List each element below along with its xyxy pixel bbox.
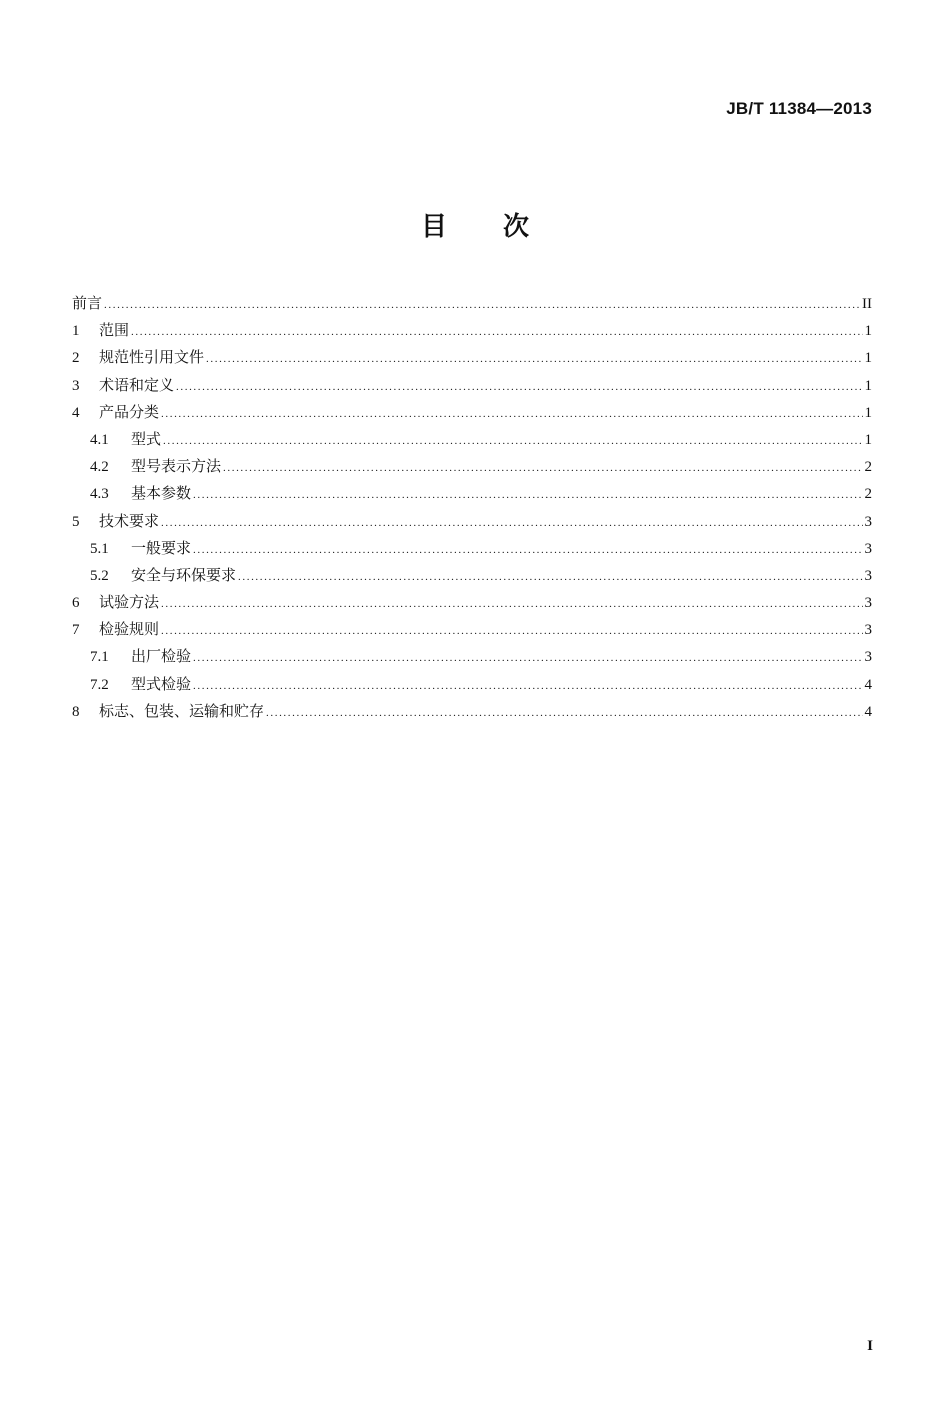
toc-entry-page: 1: [864, 377, 872, 394]
toc-entry-page: 3: [864, 567, 872, 584]
toc-dot-leader: [131, 326, 862, 338]
toc-entry-label: 型式检验: [131, 674, 192, 693]
toc-entry-label: 产品分类: [99, 402, 160, 421]
toc-entry-number: 4.3: [90, 486, 109, 503]
toc-entry-number: 7.1: [90, 649, 109, 666]
toc-entry-number: 5.1: [90, 540, 109, 557]
toc-entry[interactable]: [72, 319, 872, 346]
toc-entry-page: 1: [864, 404, 872, 421]
toc-entry-page: 3: [864, 540, 872, 557]
toc-entry-label: 前言: [72, 294, 103, 312]
toc-entry[interactable]: [72, 700, 872, 727]
toc-entry[interactable]: [72, 455, 872, 482]
toc-entry-label: 技术要求: [99, 511, 160, 530]
toc-entry-page: 3: [864, 622, 872, 639]
page-number: I: [867, 1338, 873, 1354]
toc-entry[interactable]: [72, 564, 872, 591]
toc-entry-label: 规范性引用文件: [99, 348, 205, 367]
toc-dot-leader: [161, 408, 862, 420]
toc-entry-page: 3: [864, 595, 872, 612]
toc-entry-number: 2: [72, 350, 80, 367]
toc-dot-leader: [161, 625, 862, 637]
toc-title-char: 目: [420, 212, 447, 242]
toc-dot-leader: [193, 652, 862, 664]
toc-entry-label: 基本参数: [131, 484, 192, 503]
toc-title: [0, 206, 950, 243]
toc-entry-label: 一般要求: [131, 538, 192, 557]
toc-entry-page: 2: [864, 459, 872, 476]
toc-entry-label: 标志、包装、运输和贮存: [99, 701, 265, 720]
toc-entry-number: 5: [72, 513, 80, 530]
toc-entry-number: 4: [72, 404, 80, 421]
toc-entry-page: 4: [864, 676, 872, 693]
toc-entry-number: 1: [72, 323, 80, 340]
toc-dot-leader: [206, 353, 862, 365]
toc-entry-label: 术语和定义: [99, 375, 175, 394]
toc-entry-label: 型式: [131, 429, 162, 448]
toc-entry-page: 3: [864, 649, 872, 666]
toc-dot-leader: [193, 544, 862, 556]
toc-entry-label: 型号表示方法: [131, 457, 222, 476]
toc-entry[interactable]: [72, 374, 872, 401]
toc-entry-number: 5.2: [90, 567, 109, 584]
toc-entry-page: 1: [864, 350, 872, 367]
toc-entry[interactable]: [72, 645, 872, 672]
toc-entry-page: 3: [864, 513, 872, 530]
toc-dot-leader: [176, 381, 862, 393]
toc-entry-number: 7: [72, 622, 80, 639]
toc-dot-leader: [238, 571, 862, 583]
toc-dot-leader: [104, 299, 860, 311]
toc-entry-page: 1: [864, 431, 872, 448]
toc-entry[interactable]: [72, 346, 872, 373]
toc-entry-number: 6: [72, 595, 80, 612]
toc-dot-leader: [223, 462, 862, 474]
toc-dot-leader: [193, 680, 862, 692]
toc-entry-label: 安全与环保要求: [131, 565, 237, 584]
toc-dot-leader: [193, 489, 862, 501]
toc-entry[interactable]: [72, 428, 872, 455]
toc-entry[interactable]: [72, 618, 872, 645]
toc-entry[interactable]: [72, 510, 872, 537]
table-of-contents: [72, 292, 872, 727]
toc-entry-number: 7.2: [90, 676, 109, 693]
toc-entry[interactable]: [72, 673, 872, 700]
toc-entry-number: 3: [72, 377, 80, 394]
toc-dot-leader: [161, 598, 862, 610]
toc-dot-leader: [266, 707, 862, 719]
toc-entry-page: 2: [864, 486, 872, 503]
toc-entry-label: 检验规则: [99, 620, 160, 639]
toc-title-char: 次: [503, 212, 530, 242]
toc-entry-page: 1: [864, 323, 872, 340]
toc-entry[interactable]: [72, 401, 872, 428]
toc-entry[interactable]: [72, 537, 872, 564]
toc-entry-label: 出厂检验: [131, 647, 192, 666]
toc-entry-label: 范围: [99, 321, 130, 340]
standard-number: JB/T 11384—2013: [726, 99, 872, 118]
toc-entry-label: 试验方法: [99, 593, 160, 612]
toc-entry-page: II: [862, 296, 872, 312]
toc-dot-leader: [163, 435, 862, 447]
toc-entry-number: 4.2: [90, 459, 109, 476]
toc-entry[interactable]: [72, 292, 872, 319]
toc-entry-number: 8: [72, 703, 80, 720]
toc-dot-leader: [161, 517, 862, 529]
toc-entry[interactable]: [72, 591, 872, 618]
toc-entry-number: 4.1: [90, 431, 109, 448]
toc-entry-page: 4: [864, 703, 872, 720]
toc-entry[interactable]: [72, 482, 872, 509]
